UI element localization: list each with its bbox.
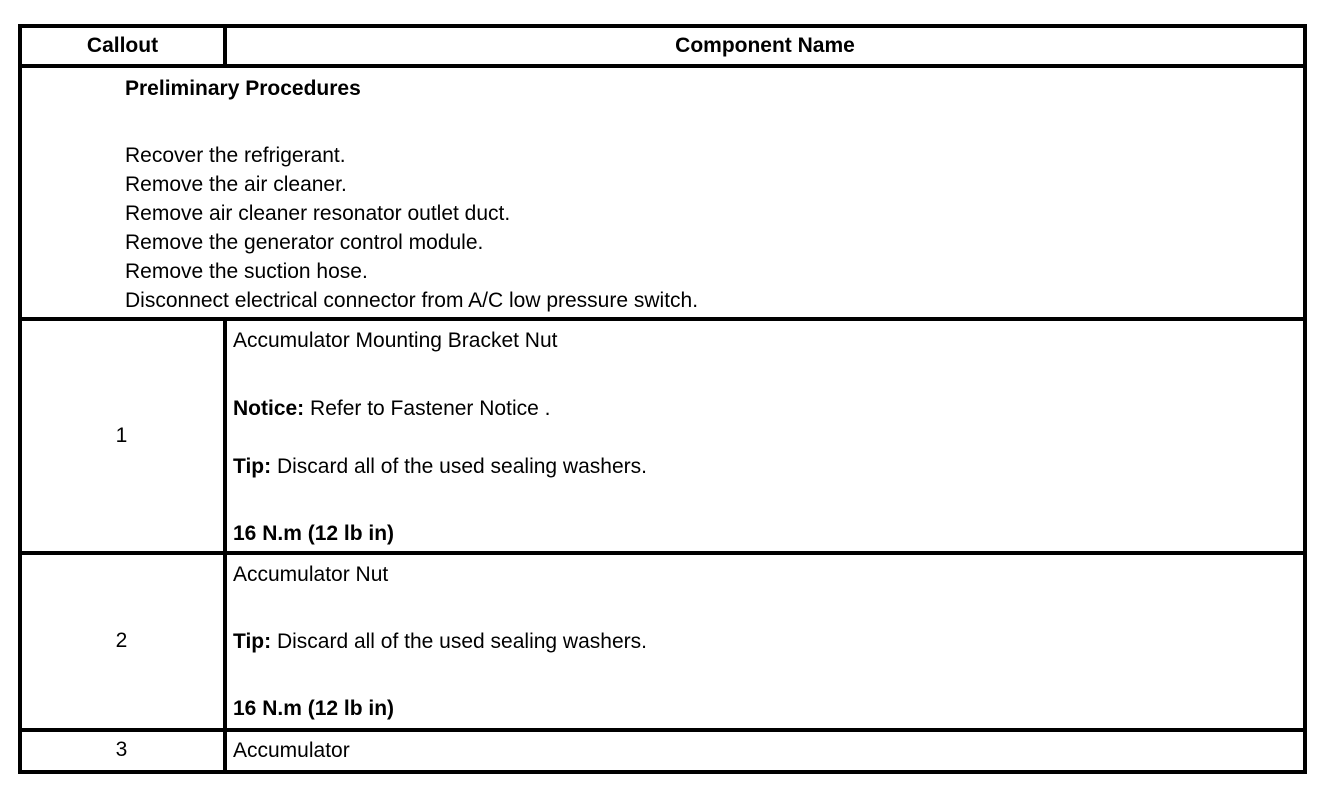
procedure-table (18, 24, 1307, 774)
table-border-left (18, 24, 22, 774)
torque-2: 16 N.m (12 lb in) (233, 697, 395, 720)
notice-1 (233, 394, 550, 423)
tip-label: Tip: (233, 455, 272, 478)
preliminary-step: Remove the air cleaner. (125, 173, 347, 196)
tip-text: Discard all of the used sealing washers. (271, 630, 647, 653)
component-name-1: Accumulator Mounting Bracket Nut (233, 329, 558, 352)
preliminary-step: Remove the generator control module. (125, 231, 484, 254)
row-divider-1 (18, 317, 1307, 321)
callout-number-1: 1 (115, 424, 128, 447)
tip-2 (233, 627, 647, 656)
callout-number-3: 3 (115, 738, 128, 761)
torque-1: 16 N.m (12 lb in) (233, 522, 395, 545)
callout-number-2: 2 (115, 629, 128, 652)
component-name-2: Accumulator Nut (233, 563, 389, 586)
tip-1 (233, 452, 647, 481)
component-name-3: Accumulator (233, 739, 350, 762)
table-border-right (1303, 24, 1307, 774)
notice-label: Notice: (233, 397, 305, 420)
preliminary-title: Preliminary Procedures (125, 77, 361, 100)
column-divider (223, 317, 227, 774)
header-divider (18, 64, 1307, 68)
preliminary-step: Remove air cleaner resonator outlet duct. (125, 202, 511, 225)
header-callout: Callout (86, 34, 159, 57)
tip-text: Discard all of the used sealing washers. (271, 455, 647, 478)
preliminary-step: Remove the suction hose. (125, 260, 368, 283)
row-divider-2 (18, 551, 1307, 555)
tip-label: Tip: (233, 630, 272, 653)
table-border-bottom (18, 770, 1307, 774)
preliminary-step: Recover the refrigerant. (125, 144, 346, 167)
notice-text: Refer to Fastener Notice . (304, 397, 551, 420)
preliminary-steps (125, 141, 698, 315)
row-divider-3 (18, 728, 1307, 732)
preliminary-step: Disconnect electrical connector from A/C low pressure switch. (125, 289, 699, 312)
table-border-top (18, 24, 1307, 28)
header-component-name: Component Name (675, 34, 855, 57)
